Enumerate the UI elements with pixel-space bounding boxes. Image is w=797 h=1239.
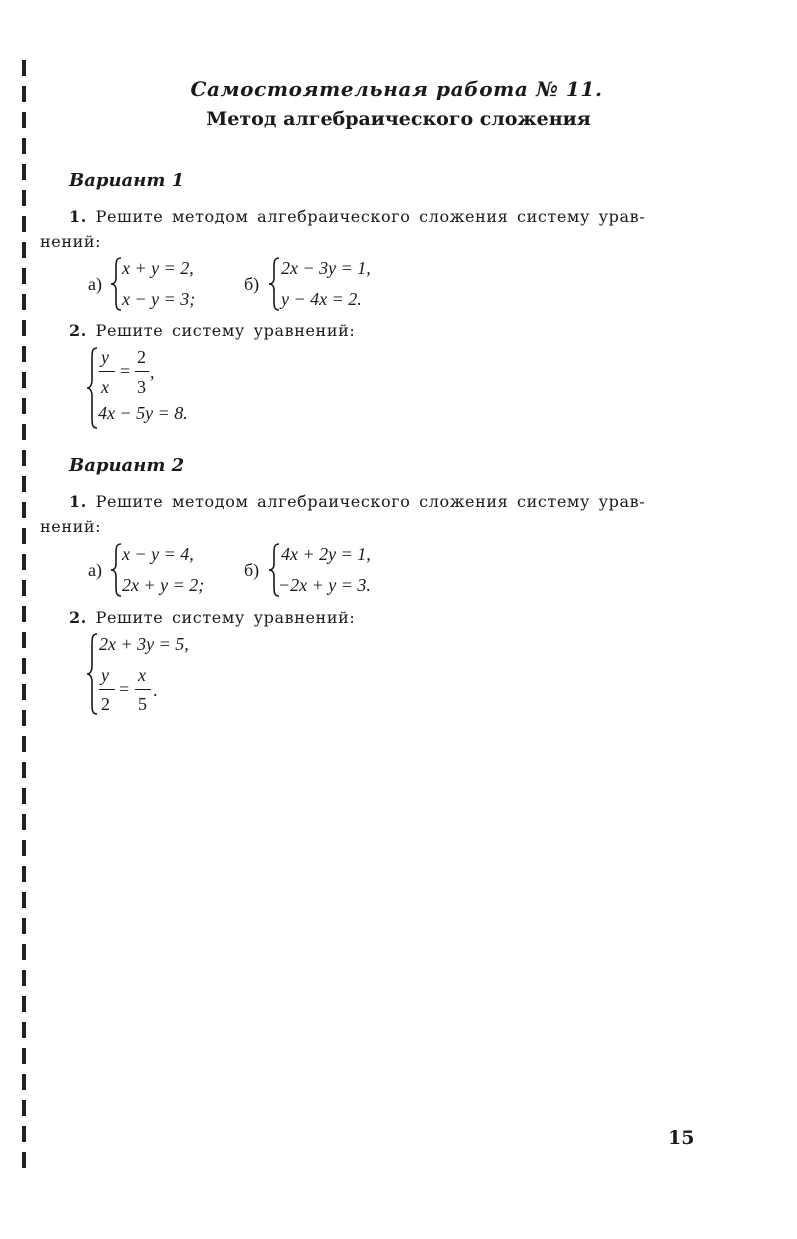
fraction-numerator: y [101,665,109,685]
equation: y − 4x = 2. [281,289,362,309]
equation: 2x − 3y = 1, [281,258,371,278]
fraction-numerator: x [138,665,146,685]
equation: 2x + 3y = 5, [99,634,189,654]
fraction-bar [99,689,115,690]
fraction-numerator: 2 [137,347,146,367]
variant-heading: Вариант 1 [69,170,185,191]
task-text-line: Решите систему уравнений: [95,321,356,340]
fraction-denominator: 2 [101,694,110,714]
equation: x − y = 3; [122,289,196,309]
page-number: 15 [668,1127,695,1149]
task-number: 2. [69,321,87,340]
equation: 4x − 5y = 8. [98,403,188,423]
punctuation: , [150,362,155,382]
equation: 2x + y = 2; [122,575,205,595]
task-text-line: Решите методом алгебраического сложения систему урав- [95,207,646,226]
subtask-label: б) [244,274,260,294]
left-brace-icon [266,256,282,312]
equals-sign: = [120,361,131,381]
task-number: 2. [69,608,87,627]
page-title: Самостоятельная работа № 11. [190,77,603,101]
fraction-denominator: x [101,377,109,397]
fraction-denominator: 3 [137,377,146,397]
fraction-bar [135,689,151,690]
equation: x − y = 4, [122,544,194,564]
task-text [69,608,355,627]
fraction-bar [99,371,115,372]
task-text-line: Решите методом алгебраического сложения систему урав- [95,492,646,511]
equation: 4x + 2y = 1, [281,544,371,564]
subtask-label: б) [244,560,260,580]
fraction-denominator: 5 [138,694,147,714]
fraction-bar [135,371,149,372]
task-number: 1. [69,492,87,511]
punctuation: . [153,680,158,700]
subtask-label: а) [88,560,102,580]
equation: −2x + y = 3. [278,575,371,595]
left-brace-icon [84,632,100,716]
binding-margin-dashes [22,60,26,1175]
variant-heading: Вариант 2 [69,455,185,476]
equation: x + y = 2, [122,258,194,278]
fraction-numerator: y [101,347,109,367]
subtask-label: а) [88,274,102,294]
task-text [69,207,645,226]
task-text-line: нений: [40,232,102,251]
task-number: 1. [69,207,87,226]
page-subtitle: Метод алгебраического сложения [206,108,591,130]
equals-sign: = [119,679,130,699]
task-text [69,492,645,511]
task-text-line: нений: [40,517,102,536]
task-text [69,321,355,340]
task-text-line: Решите систему уравнений: [95,608,356,627]
